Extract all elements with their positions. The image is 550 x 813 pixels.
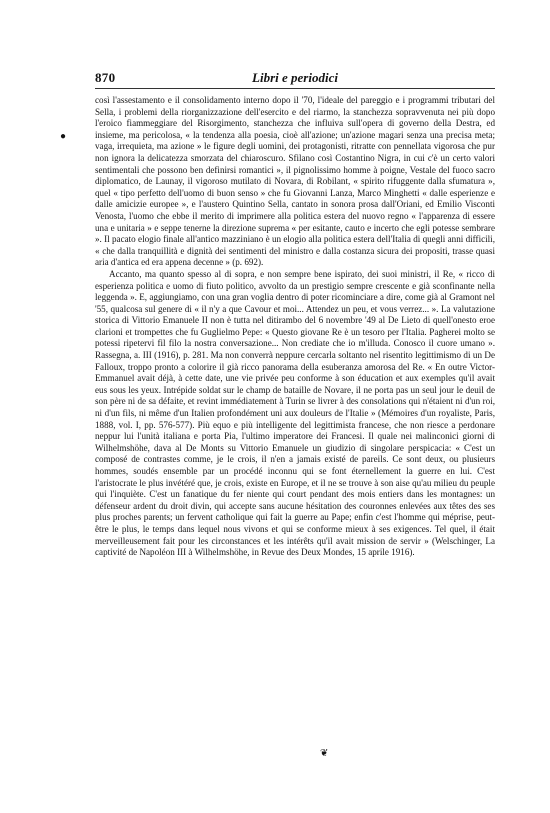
paragraph-1: così l'assestamento e il consolidamento interno dopo il '70, l'ideale del pareggio e i programmi tributari del Sella, i problemi della riorganizzazione dell'esercito e del riarmo, la stanchezza sopravvenuta nei più dopo l'eroico fiammeggiare del Risorgimento, stanchezza che influiva sull'opera di governo della Destra, ed insieme, ma pericolosa, « la tendenza alla poesia, cioè all'azione; un'azione magari senza una precisa meta; vaga, irrequieta, ma azione » le figure degli uomini, dei protagonisti, ritratte con pennellata vigorosa che pur non ignora la delicatezza smorzata del chiaroscuro. Sfilano così Costantino Nigra, in cui c'è un certo valori sentimentali che possono ben definirsi romantici », il pignolissimo homme à poigne, Vestale del fuoco sacro diplomatico, de Launay, il vigoroso mutilato di Novara, di Robilant, « spirito rifuggente dalla sfumatura », quel « tipo perfetto dell'uomo di buon senso » che fu Giovanni Lanza, Marco Minghetti « dalle esperienze e dalle amicizie europee », e l'austero Quintino Sella, cantato in sonora prosa dall'Oriani, ed Emilio Visconti Venosta, l'uomo che ebbe il merito di imprimere alla politica estera del nuovo regno « l'apparenza di essere una e unitaria » e seppe tenerne la direzione suprema « per esitante, cauto e incerto che egli potesse sembrare ». Il pacato elogio finale all'antico mazziniano è un elogio alla politica estera dell'Italia di quegli anni difficili, « che dalla tranquillità e dignità dei sentimenti del ministro e dalla costanza sicura dei propositi, trasse quasi aria d'antica ed era appena decenne » (p. 692). <box>95 95 495 268</box>
header-rule <box>95 88 495 89</box>
paragraph-2: Accanto, ma quanto spesso al di sopra, e non sempre bene ispirato, dei suoi ministri, il Re, « ricco di esperienza politica e uomo di fiuto politico, avvolto da un prestigio sempre crescente e già sconfinante nella leggenda ». E, aggiungiamo, con una gran voglia dentro di poter ricominciare a dire, come già al Gramont nel '55, qualcosa sul genere di « il n'y a que Cavour et moi... Attendez un peu, et vous verrez... ». La valutazione storica di Vittorio Emanuele II non è tutta nel ditirambo del 6 novembre '49 al De Lieto di quell'onesto eroe clarioni et trompettes che fu Guglielmo Pepe: « Questo giovane Re è un tesoro per l'Italia. Pagherei molto se potessi ripetervi fil filo la nostra conversazione... Non crediate che io m'illuda. Conosco il cuore umano ». Rassegna, a. III (1916), p. 281. Ma non converrà neppure cercarla soltanto nel risentito legittimismo di un De Falloux, troppo pronto a colorire il già ricco panorama della esuberanza amorosa del Re. « En outre Victor-Emmanuel avait déjà, à cette date, une vie privée peu conforme à son éducation et aux exemples qu'il avait eus sous les yeux. Intrépide soldat sur le champ de bataille de Novare, il ne porta pas un seul jour le deuil de son père ni de sa défaite, et revint immédiatement à Turin se livrer à des consolations qui n'étaient ni d'un roi, ni d'un fils, ni même d'un Italien profondément uni aux douleurs de l'Italie » (Mémoires d'un royaliste, Paris, 1888, vol. I, pp. 576-577). Più equo e più intelligente del legittimista francese, che non riesce a perdonare neppur lui l'unità italiana e porta Pia, l'ultimo imperatore dei Francesi. Il quale nei malinconici giorni di Wilhelmshöhe, dava al De Monts su Vittorio Emanuele un giudizio di singolare perspicacia: « C'est un composé de contrastes comme, je le crois, il n'en a jamais existé de pareils. Ce sont deux, ou plusieurs hommes, soudés ensemble par un procédé inconnu qui se font éternellement la guerre en lui. C'est l'aristocrate le plus invétéré que, je crois, existe en Europe, et il ne se trouve à son aise qu'au milieu du peuple qui l'inquiète. C'est un fanatique du fer niente qui court pendant des mois entiers dans les montagnes: un défenseur ardent du droit divin, qui accepte sans aucune hésitation des couronnes enlevées aux têtes des ses plus proches parents; un fervent catholique qui fait la guerre au Pape; enfin c'est l'homme qui méprise, peut-être le plus, le temps dans lequel nous vivons et qui se conforme mieux à ses exigences. Tel quel, il était merveilleusement fait pour les circonstances et les intérêts qu'il avait mission de servir » (Welschinger, La captivité de Napoléon III à Wilhelmshöhe, in Revue des Deux Mondes, 15 aprile 1916). <box>95 268 495 558</box>
page-number: 870 <box>95 70 116 85</box>
running-head: Libri e periodici <box>252 70 338 85</box>
margin-bullet-icon: ● <box>60 131 67 142</box>
page-header <box>95 70 495 88</box>
ornament-icon: ❦ <box>320 748 329 759</box>
article-body <box>95 95 495 559</box>
